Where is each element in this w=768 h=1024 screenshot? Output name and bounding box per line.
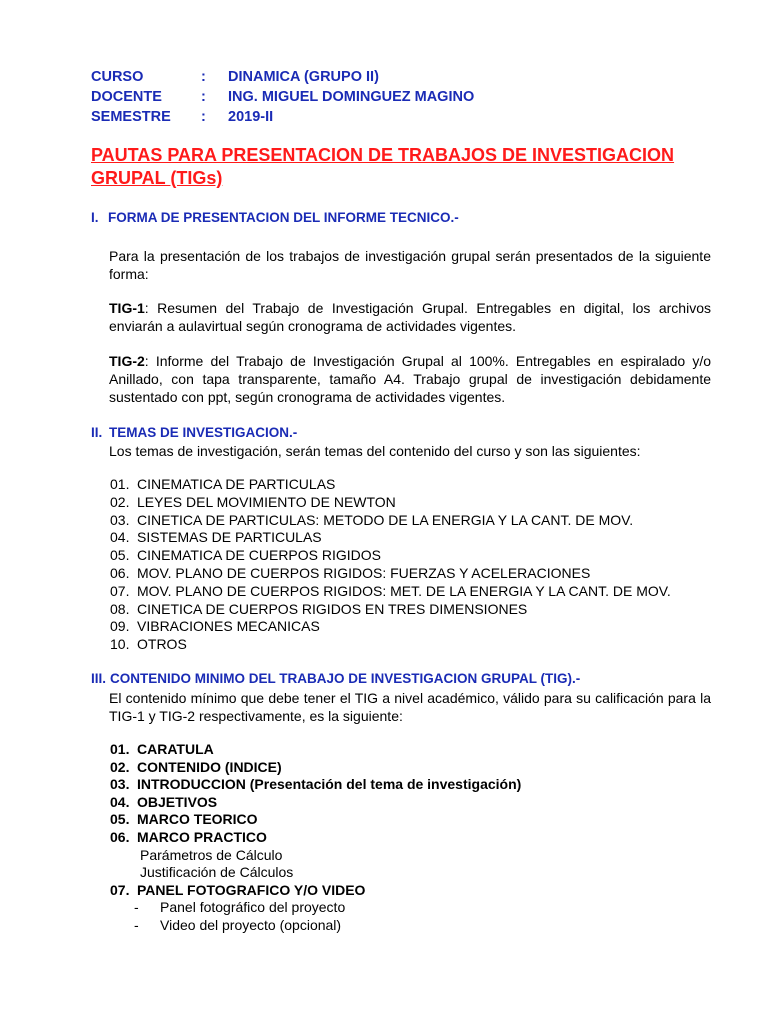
header-value: DINAMICA (GRUPO II) xyxy=(228,69,379,85)
section-1-intro: Para la presentación de los trabajos de investigación grupal serán presentados de la siguiente forma: xyxy=(109,248,711,282)
topics-list xyxy=(110,476,671,654)
header-key: SEMESTRE xyxy=(91,109,171,125)
section-1-heading xyxy=(91,209,459,227)
header-sep: : xyxy=(201,89,206,105)
list-item: 05. CINEMATICA DE CUERPOS RIGIDOS xyxy=(110,547,381,564)
header-sep: : xyxy=(201,69,206,85)
sub-item: Parámetros de Cálculo xyxy=(140,846,283,863)
list-item: 03. CINETICA DE PARTICULAS: METODO DE LA ENERGIA Y LA CANT. DE MOV. xyxy=(110,511,634,528)
list-item: 10. OTROS xyxy=(110,636,187,653)
header-value: 2019-II xyxy=(228,109,274,125)
section-3-intro: El contenido mínimo que debe tener el TIG a nivel académico, válido para su calificación para la TIG-1 y TIG-2 respectivamente, es la siguiente: xyxy=(109,690,711,724)
section-title: FORMA DE PRESENTACION DEL INFORME TECNICO.- xyxy=(108,210,459,225)
section-title: CONTENIDO MINIMO DEL TRABAJO DE INVESTIGACION GRUPAL (TIG).- xyxy=(110,671,581,686)
header-key: DOCENTE xyxy=(91,89,162,105)
list-item: 06. MOV. PLANO DE CUERPOS RIGIDOS: FUERZAS Y ACELERACIONES xyxy=(110,564,591,581)
tig-2-label: TIG-2 xyxy=(109,353,145,369)
section-2-intro: Los temas de investigación, serán temas del contenido del curso y son las siguientes: xyxy=(109,443,641,459)
document-title: PAUTAS PARA PRESENTACION DE TRABAJOS DE INVESTIGACION GRUPAL (TIGs) xyxy=(91,145,675,188)
header-sep: : xyxy=(201,109,206,125)
list-item: 08. CINETICA DE CUERPOS RIGIDOS EN TRES DIMENSIONES xyxy=(110,600,528,617)
list-item: 01. CINEMATICA DE PARTICULAS xyxy=(110,476,336,492)
section-number: II. xyxy=(91,425,103,440)
list-item: 04. SISTEMAS DE PARTICULAS xyxy=(110,529,322,546)
list-item: 07. PANEL FOTOGRAFICO Y/O VIDEO xyxy=(110,881,366,898)
course-header xyxy=(91,67,474,127)
tig-1-text: : Resumen del Trabajo de Investigación Grupal. Entregables en digital, los archivos enviarán a aulavirtual según cronograma de actividades vigentes. xyxy=(109,300,711,334)
dash-item: - Video del proyecto (opcional) xyxy=(134,916,342,933)
header-row-semestre xyxy=(91,107,474,127)
tig-1-paragraph xyxy=(109,299,711,335)
section-title: TEMAS DE INVESTIGACION.- xyxy=(109,425,298,440)
dash-item: - Panel fotográfico del proyecto xyxy=(134,899,346,916)
tig-2-text: : Informe del Trabajo de Investigación Grupal al 100%. Entregables en espiralado y/o Anillado, con tapa transparente, tamaño A4. Trabajo grupal de investigación debidamente sustentado con ppt, según cronograma de actividades vigentes. xyxy=(109,353,711,405)
header-row-docente xyxy=(91,87,474,107)
list-item: 02. LEYES DEL MOVIMIENTO DE NEWTON xyxy=(110,493,396,510)
section-number: III. xyxy=(91,671,107,686)
list-item: 01. CARATULA xyxy=(110,741,214,757)
list-item: 03. INTRODUCCION (Presentación del tema de investigación) xyxy=(110,776,522,793)
content-list xyxy=(110,741,521,935)
section-number: I. xyxy=(91,210,99,225)
list-item: 02. CONTENIDO (INDICE) xyxy=(110,758,282,775)
header-key: CURSO xyxy=(91,69,144,85)
list-item: 07. MOV. PLANO DE CUERPOS RIGIDOS: MET. DE LA ENERGIA Y LA CANT. DE MOV. xyxy=(110,582,671,599)
tig-2-paragraph xyxy=(109,352,711,406)
list-item: 04. OBJETIVOS xyxy=(110,793,218,810)
list-item: 05. MARCO TEORICO xyxy=(110,811,258,828)
header-value: ING. MIGUEL DOMINGUEZ MAGINO xyxy=(228,89,475,105)
header-row-curso xyxy=(91,67,474,87)
tig-1-label: TIG-1 xyxy=(109,300,145,316)
section-3-heading xyxy=(91,670,580,688)
sub-item: Justificación de Cálculos xyxy=(140,864,294,881)
section-2-heading xyxy=(91,424,297,442)
list-item: 09. VIBRACIONES MECANICAS xyxy=(110,618,320,635)
list-item: 06. MARCO PRACTICO xyxy=(110,828,267,845)
